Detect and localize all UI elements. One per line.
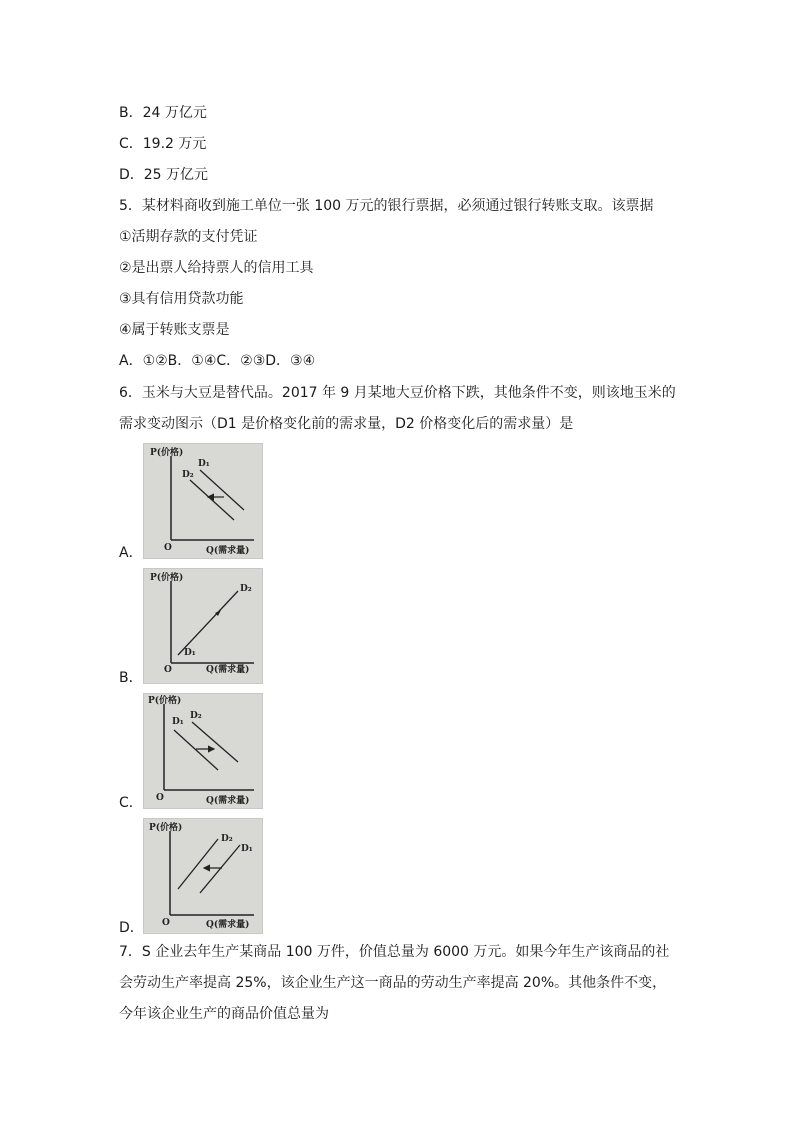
- y-axis-label: P(价格): [148, 696, 182, 706]
- x-axis-label: Q(需求量): [206, 546, 250, 556]
- origin-label: O: [162, 918, 170, 928]
- question-7-stem: 7．S 企业去年生产某商品 100 万件，价值总量为 6000 万元。如果今年生产该商品的社会劳动生产率提高 25%，该企业生产这一商品的劳动生产率提高 20%。其他条件不变，今年该企业生产的商品价值总量为: [119, 944, 670, 1022]
- d2-label: D₂: [190, 711, 202, 721]
- d1-label: D₁: [184, 648, 196, 658]
- d1-label: D₁: [198, 459, 210, 469]
- question-5-stem: 5．某材料商收到施工单位一张 100 万元的银行票据，必须通过银行转账支取。该票据: [119, 198, 654, 214]
- origin-label: O: [156, 793, 164, 803]
- demand-curve-d1: [200, 470, 244, 510]
- x-axis-label: Q(需求量): [206, 920, 250, 930]
- question-6-stem: 6．玉米与大豆是替代品。2017 年 9 月某地大豆价格下跌，其他条件不变，则该地玉米的需求变动图示（D1 是价格变化前的需求量，D2 价格变化后的需求量）是: [119, 385, 676, 432]
- q5-options: A．①②B．①④C．②③D．③④: [119, 353, 316, 369]
- option-c-prev: C．19.2 万元: [119, 136, 207, 152]
- demand-curve-d1: [200, 845, 240, 893]
- graph-d: [143, 818, 263, 934]
- d2-label: D₂: [182, 470, 194, 480]
- d1-label: D₁: [172, 717, 184, 727]
- q5-statement-2: ②是出票人给持票人的信用工具: [119, 260, 314, 276]
- q5-statement-3: ③具有信用贷款功能: [119, 291, 244, 307]
- q5-statement-4: ④属于转账支票是: [119, 322, 230, 338]
- graph-c: [143, 693, 263, 809]
- y-axis-label: P(价格): [149, 823, 183, 833]
- graph-a: [143, 443, 263, 559]
- graph-b-label: B．: [119, 670, 143, 686]
- origin-label: O: [164, 665, 172, 675]
- graph-a-label: A．: [119, 545, 143, 561]
- origin-label: O: [164, 543, 172, 553]
- y-axis-label: P(价格): [150, 573, 184, 583]
- d1-label: D₁: [241, 844, 253, 854]
- d2-label: D₂: [240, 584, 252, 594]
- d2-label: D₂: [221, 834, 233, 844]
- q5-statement-1: ①活期存款的支付凭证: [119, 229, 258, 245]
- option-b-prev: B．24 万亿元: [119, 105, 207, 121]
- x-axis-label: Q(需求量): [206, 796, 250, 806]
- x-axis-label: Q(需求量): [206, 665, 250, 675]
- graph-c-label: C．: [119, 795, 143, 811]
- demand-curve-d1: [174, 730, 218, 770]
- demand-curve-d2: [192, 722, 238, 762]
- y-axis-label: P(价格): [150, 448, 184, 458]
- option-d-prev: D．25 万亿元: [119, 167, 209, 183]
- demand-curve: [178, 591, 238, 655]
- graph-b: [143, 568, 263, 684]
- demand-curve-d2: [178, 839, 218, 889]
- graph-d-label: D．: [119, 920, 144, 936]
- demand-curve-d2: [190, 480, 234, 520]
